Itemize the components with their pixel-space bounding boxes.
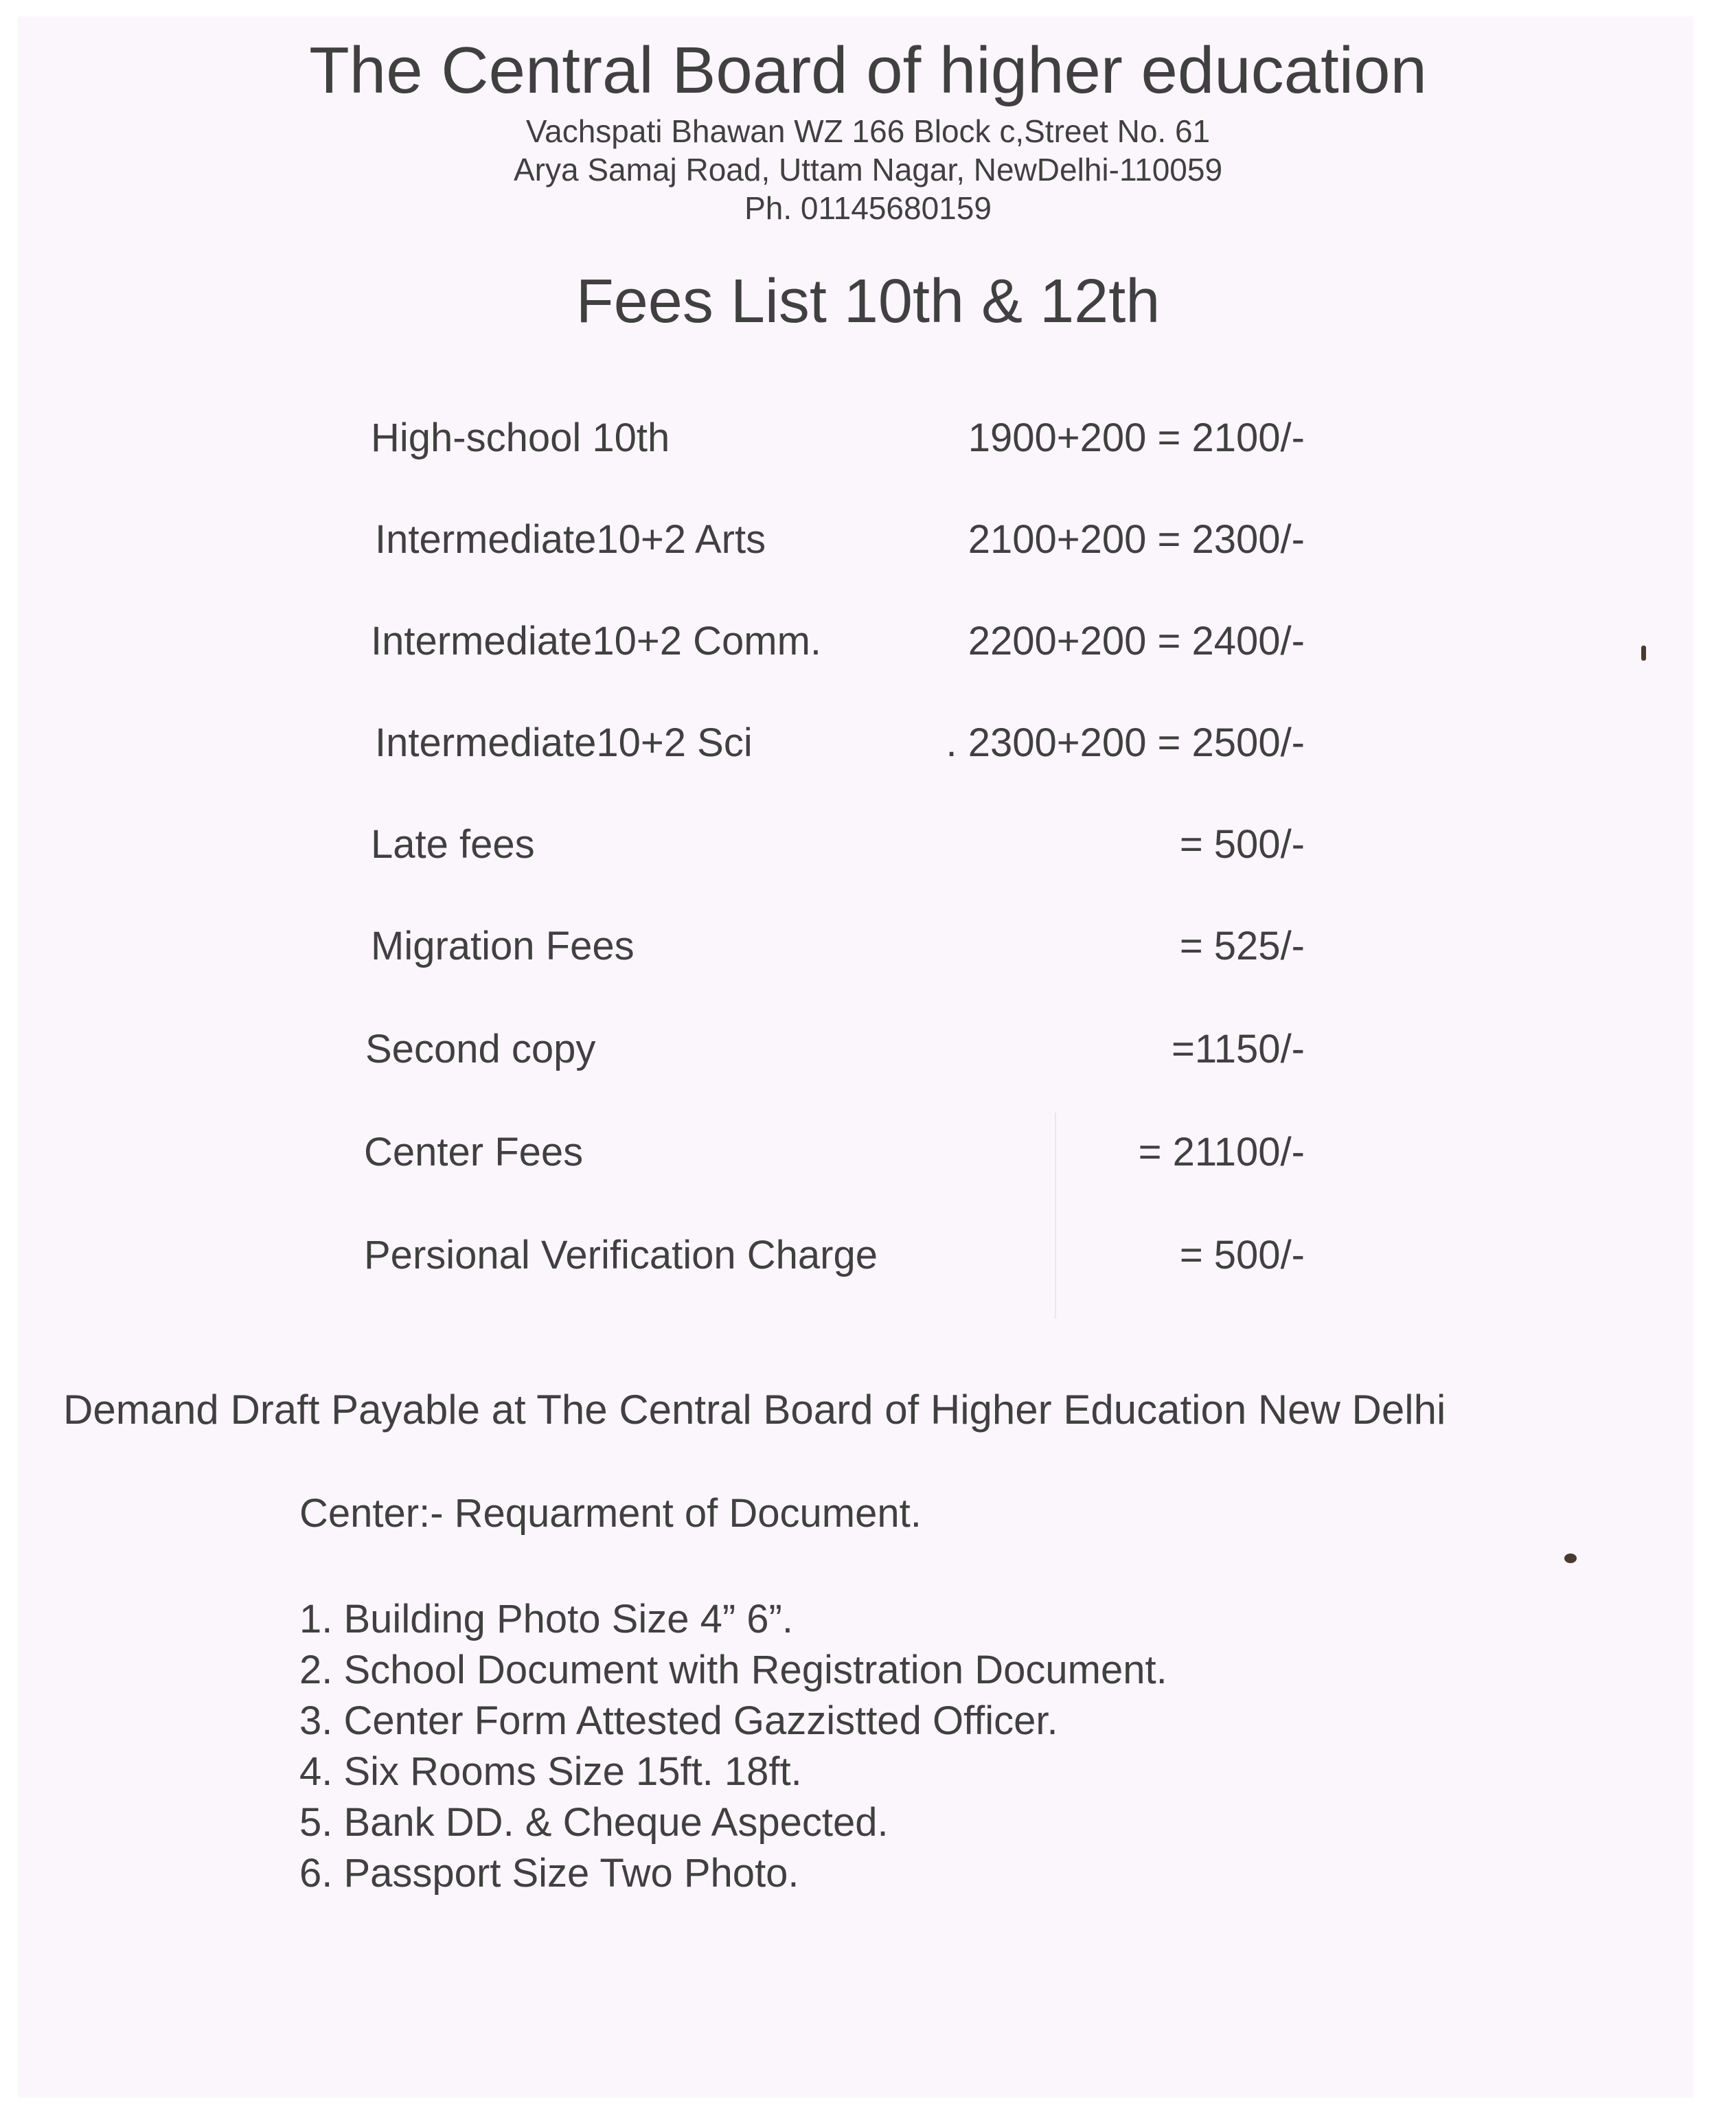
- list-item: 1. Building Photo Size 4” 6”.: [299, 1597, 793, 1641]
- fee-label: Intermediate10+2 Comm.: [371, 619, 822, 663]
- list-item: 4. Six Rooms Size 15ft. 18ft.: [299, 1749, 802, 1794]
- ink-speck: [1564, 1554, 1577, 1563]
- phone-number: Ph. 01145680159: [744, 190, 992, 226]
- fee-amount: =1150/-: [1171, 1027, 1305, 1071]
- fee-label: Migration Fees: [371, 924, 635, 968]
- fee-label: Persional Verification Charge: [364, 1233, 878, 1277]
- fee-label: High-school 10th: [371, 416, 670, 460]
- scan-mark: [1055, 1113, 1056, 1319]
- fee-amount: 1900+200 = 2100/-: [968, 416, 1305, 460]
- fee-amount: = 525/-: [1179, 924, 1305, 968]
- fee-amount: = 21100/-: [1138, 1130, 1305, 1174]
- fees-list-title: Fees List 10th & 12th: [575, 267, 1161, 336]
- fee-amount: 2100+200 = 2300/-: [968, 517, 1305, 562]
- requirements-heading: Center:- Requarment of Document.: [299, 1491, 922, 1536]
- fee-label: Late fees: [371, 822, 535, 867]
- fee-amount: = 500/-: [1179, 822, 1305, 867]
- fee-label: Intermediate10+2 Sci: [375, 720, 753, 765]
- address-line-2: Arya Samaj Road, Uttam Nagar, NewDelhi-110059: [513, 152, 1223, 187]
- fee-label: Second copy: [365, 1027, 596, 1071]
- list-item: 3. Center Form Attested Gazzistted Officer.: [299, 1698, 1058, 1743]
- list-item: 2. School Document with Registration Document.: [299, 1648, 1167, 1692]
- fee-amount: 2200+200 = 2400/-: [968, 619, 1305, 663]
- fee-amount: . 2300+200 = 2500/-: [946, 720, 1305, 765]
- ink-speck: [1641, 646, 1646, 661]
- list-item: 6. Passport Size Two Photo.: [299, 1851, 799, 1896]
- fee-amount: = 500/-: [1179, 1233, 1305, 1277]
- list-item: 5. Bank DD. & Cheque Aspected.: [299, 1800, 889, 1845]
- board-name: The Central Board of higher education: [309, 34, 1427, 107]
- fee-label: Intermediate10+2 Arts: [375, 517, 766, 562]
- address-line-1: Vachspati Bhawan WZ 166 Block c,Street No. 61: [525, 113, 1211, 149]
- fee-label: Center Fees: [364, 1130, 584, 1174]
- demand-draft-note: Demand Draft Payable at The Central Board of Higher Education New Delhi: [63, 1387, 1446, 1433]
